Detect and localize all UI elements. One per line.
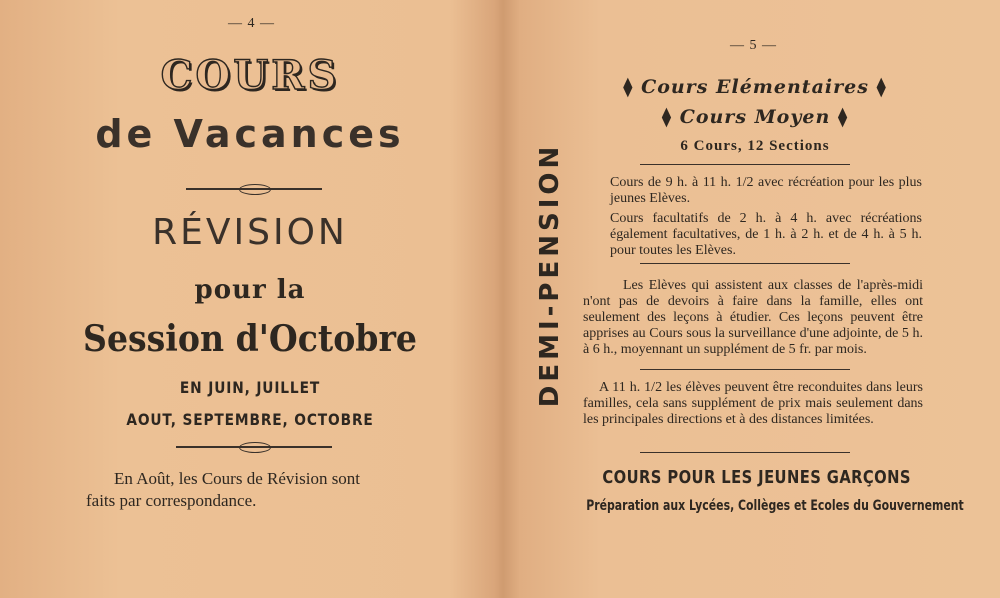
text-pour-la: pour la — [194, 275, 306, 305]
heading-jeunes-garcons: COURS POUR LES JEUNES GARÇONS — [602, 467, 911, 488]
page-number: — 5 — — [730, 38, 777, 53]
ornament-divider — [176, 446, 332, 448]
note-correspondance: En Août, les Cours de Révision sont faits par correspondance. — [86, 469, 361, 510]
heading-session: Session d'Octobre — [83, 318, 417, 360]
page-number: — 4 — — [228, 16, 275, 31]
heading-revision: RÉVISION — [152, 212, 348, 253]
divider — [640, 369, 850, 370]
fleuron-icon: ⧫ — [868, 76, 887, 98]
heading-text: Cours Moyen — [679, 106, 831, 128]
title-vacances: de Vacances — [95, 112, 405, 156]
months-line-1: EN JUIN, JUILLET — [179, 378, 321, 397]
divider — [640, 263, 850, 264]
months-line-2: AOUT, SEPTEMBRE, OCTOBRE — [126, 410, 374, 429]
paragraph-reconduite: A 11 h. 1/2 les élèves peuvent être reconduites dans leurs familles, cela sans supplément de prix mais seulement dans les principales directions et à des distances limitées. — [583, 380, 923, 427]
heading-cours-elementaires — [610, 76, 900, 98]
paragraph-horaires: Cours de 9 h. à 11 h. 1/2 avec récréation pour les plus jeunes Elèves. — [610, 175, 922, 206]
vertical-title-text: DEMI-PENSION — [535, 142, 565, 408]
text-preparation: Préparation aux Lycées, Collèges et Ecoles du Gouvernement — [586, 498, 964, 514]
ornament-divider — [186, 188, 322, 190]
fleuron-icon: ⧫ — [830, 106, 849, 128]
fleuron-icon: ⧫ — [623, 76, 642, 98]
sections-count: 6 Cours, 12 Sections — [680, 138, 830, 154]
vertical-title — [530, 110, 570, 440]
paragraph-cours-facultatifs: Cours facultatifs de 2 h. à 4 h. avec récréations également facultatives, de 1 h. à 2 h. et de 4 h. à 5 h. pour toutes les Elèves. — [610, 211, 922, 258]
fleuron-icon: ⧫ — [661, 106, 680, 128]
divider — [640, 164, 850, 165]
heading-cours-moyen — [610, 106, 900, 128]
divider — [640, 452, 850, 453]
heading-text: Cours Elémentaires — [641, 76, 869, 98]
paragraph-devoirs: Les Elèves qui assistent aux classes de l'après-midi n'ont pas de devoirs à faire dans la famille, elles ont seulement des leçons à étudier. Ces leçons peuvent être apprises au Cours sous la surveillance d'une adjointe, de 5 h. à 6 h., moyennant un supplément de 5 fr. par mois. — [583, 278, 923, 357]
title-cours: COURS — [160, 52, 340, 99]
